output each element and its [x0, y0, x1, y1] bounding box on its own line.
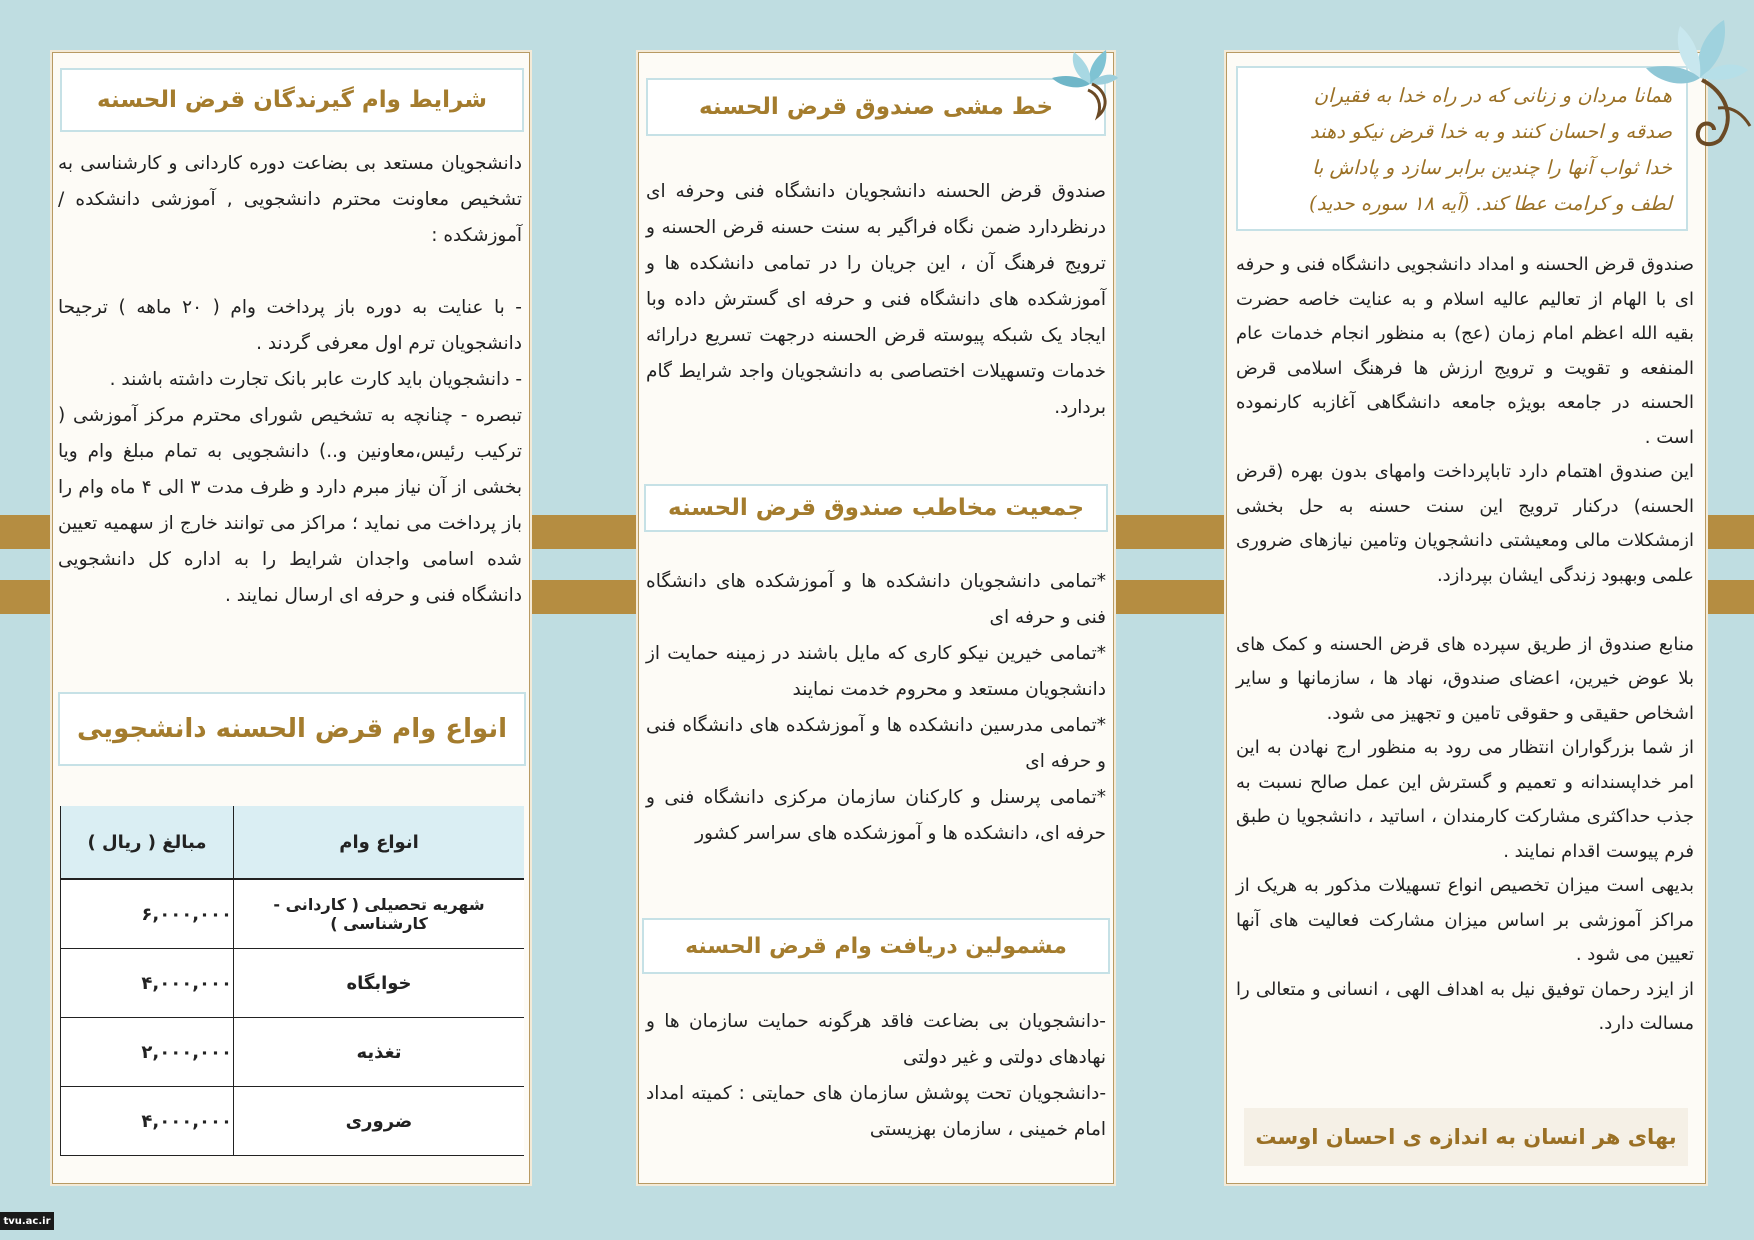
eligible-text: -دانشجویان بی بضاعت فاقد هرگونه حمایت سازمان ها و نهادهای دولتی و غیر دولتی -دانشجویان تحت پوشش سازمان های حمایتی : کمیته امداد امام خمینی ، سازمان بهزیستی — [646, 1011, 1106, 1140]
audience-title: جمعیت مخاطب صندوق قرض الحسنه — [644, 484, 1108, 532]
table-row — [61, 1018, 525, 1087]
policy-text: صندوق قرض الحسنه دانشجویان دانشگاه فنی وحرفه ای درنظردارد ضمن نگاه فراگیر به سنت حسنه قرض الحسنه و ترویج فرهنگ آن ، این جریان را در تمامی دانشکده ها و آموزشکده های دانشگاه فنی و حرفه ای گسترش داده وبا ایجاد یک شبکه پیوسته قرض الحسنه درجهت تسریع درارائه خدمات وتسهیلات اختصاصی به دانشجویان واجد شرایط گام بردارد. — [646, 181, 1106, 418]
audience-text: *تمامی دانشجویان دانشکده ها و آموزشکده های دانشگاه فنی و حرفه ای *تمامی خیرین نیکو کاری که مایل باشند در زمینه حمایت از دانشجویان مستعد و محروم خدمت نمایند *تمامی مدرسین دانشکده ها و آموزشکده های دانشگاه فنی و حرفه ای *تمامی پرسنل و کارکنان سازمان مرکزی دانشگاه فنی و حرفه ای، دانشکده ها و آموزشکده های سراسر کشور — [646, 571, 1106, 844]
col-amount: مبالغ ( ریال ) — [61, 806, 234, 879]
conditions-text: دانشجویان مستعد بی بضاعت دوره کاردانی و کارشناسی به تشخیص معاونت محترم دانشجویی , آموزشی دانشکده / آموزشکده : - با عنایت به دوره باز پرداخت وام ( ۲۰ ماهه ) ترجیحا دانشجویان ترم اول معرفی گردند . - دانشجویان باید کارت عابر بانک تجارت داشته باشند . تبصره - چنانچه به تشخیص شورای محترم مرکز آموزشی ( ترکیب رئیس،معاونین و..) دانشجویی به تمام مبلغ وام ویا بخشی از آن نیاز مبرم دارد و ظرف مدت ۳ الی ۴ ماه وام را باز پرداخت می نماید ؛ مراکز می توانند خارج از سهمیه تعیین شده اسامی واجدان شرایط را به اداره کل دانشجویی دانشگاه فنی و حرفه ای ارسال نمایند . — [58, 153, 523, 606]
intro-text: صندوق قرض الحسنه و امداد دانشجویی دانشگاه فنی و حرفه ای با الهام از تعالیم عالیه اسلام و به عنایت خاصه حضرت بقیه الله اعظم امام زمان (عج) به منظور انجام خدمات عام المنفعه و تقویت و ترویج ارزش ها فرهنگ اسلامی قرض الحسنه در جامعه بویژه جامعه دانشگاهی آغازبه کارنموده است . این صندوق اهتمام دارد تاباپرداخت وامهای بدون بهره (قرض الحسنه) درکنار ترویج این سنت حسنه به حل بخشی ازمشکلات مالی ومعیشتی دانشجویان وتامین نیازهای ضروری علمی وبهبود زندگی ایشان بپردازد. منابع صندوق از طریق سپرده های قرض الحسنه و کمک های بلا عوض خیرین، اعضای صندوق، نهاد ها ، سازمانها و سایر اشخاص حقیقی و حقوقی تامین و تجهیز می شود. از شما بزرگواران انتظار می رود به منظور ارج نهادن به این امر خداپسندانه و تعمیم و گسترش این عمل صالح نسبت به جذب حداکثری مشارکت کارمندان ، اساتید ، دانشجویا ن طبق فرم پیوست اقدام نمایند . بدیهی است میزان تخصیص انواع تسهیلات مذکور به هریک از مراکز آموزشی بر اساس میزان مشارکت فعالیت های آنها تعیین می شود . از ایزد رحمان توفیق نیل به اهداف الهی ، انسانی و متعالی را مسالت دارد. — [1236, 254, 1694, 1034]
amount-cell: ۲,۰۰۰,۰۰۰ — [61, 1018, 234, 1087]
conditions-title: شرایط وام گیرندگان قرض الحسنه — [60, 68, 524, 132]
university-logo: tvu.ac.ir — [0, 1212, 54, 1230]
table-row — [61, 949, 525, 1018]
policy-title: خط مشی صندوق قرض الحسنه — [646, 78, 1106, 136]
loan-type-cell: شهریه تحصیلی ( کاردانی - کارشناسی ) — [234, 879, 525, 949]
amount-cell: ۶,۰۰۰,۰۰۰ — [61, 879, 234, 949]
loan-type-cell: ضروری — [234, 1087, 525, 1156]
col-loan-type: انواع وام — [234, 806, 525, 879]
loan-type-cell: تغذیه — [234, 1018, 525, 1087]
motto-text: بهای هر انسان به اندازه ی احسان اوست — [1244, 1108, 1688, 1166]
table-row — [61, 879, 525, 949]
loan-types-title: انواع وام قرض الحسنه دانشجویی — [58, 692, 526, 766]
amount-cell: ۴,۰۰۰,۰۰۰ — [61, 949, 234, 1018]
flower-decoration-icon — [1040, 44, 1120, 122]
eligible-title: مشمولین دریافت وام قرض الحسنه — [642, 918, 1110, 974]
flower-decoration-icon — [1640, 8, 1754, 158]
loan-types-table — [60, 806, 524, 1156]
amount-cell: ۴,۰۰۰,۰۰۰ — [61, 1087, 234, 1156]
loan-type-cell: خوابگاه — [234, 949, 525, 1018]
quran-quote: همانا مردان و زنانی که در راه خدا به فقیران صدقه و احسان کنند و به خدا قرض نیکو دهند خدا ثواب آنها را چندین برابر سازد و پاداش با لطف و کرامت عطا کند. (آیه ۱۸ سوره حدید) — [1236, 66, 1688, 231]
table-header-row — [61, 806, 525, 879]
table-row — [61, 1087, 525, 1156]
